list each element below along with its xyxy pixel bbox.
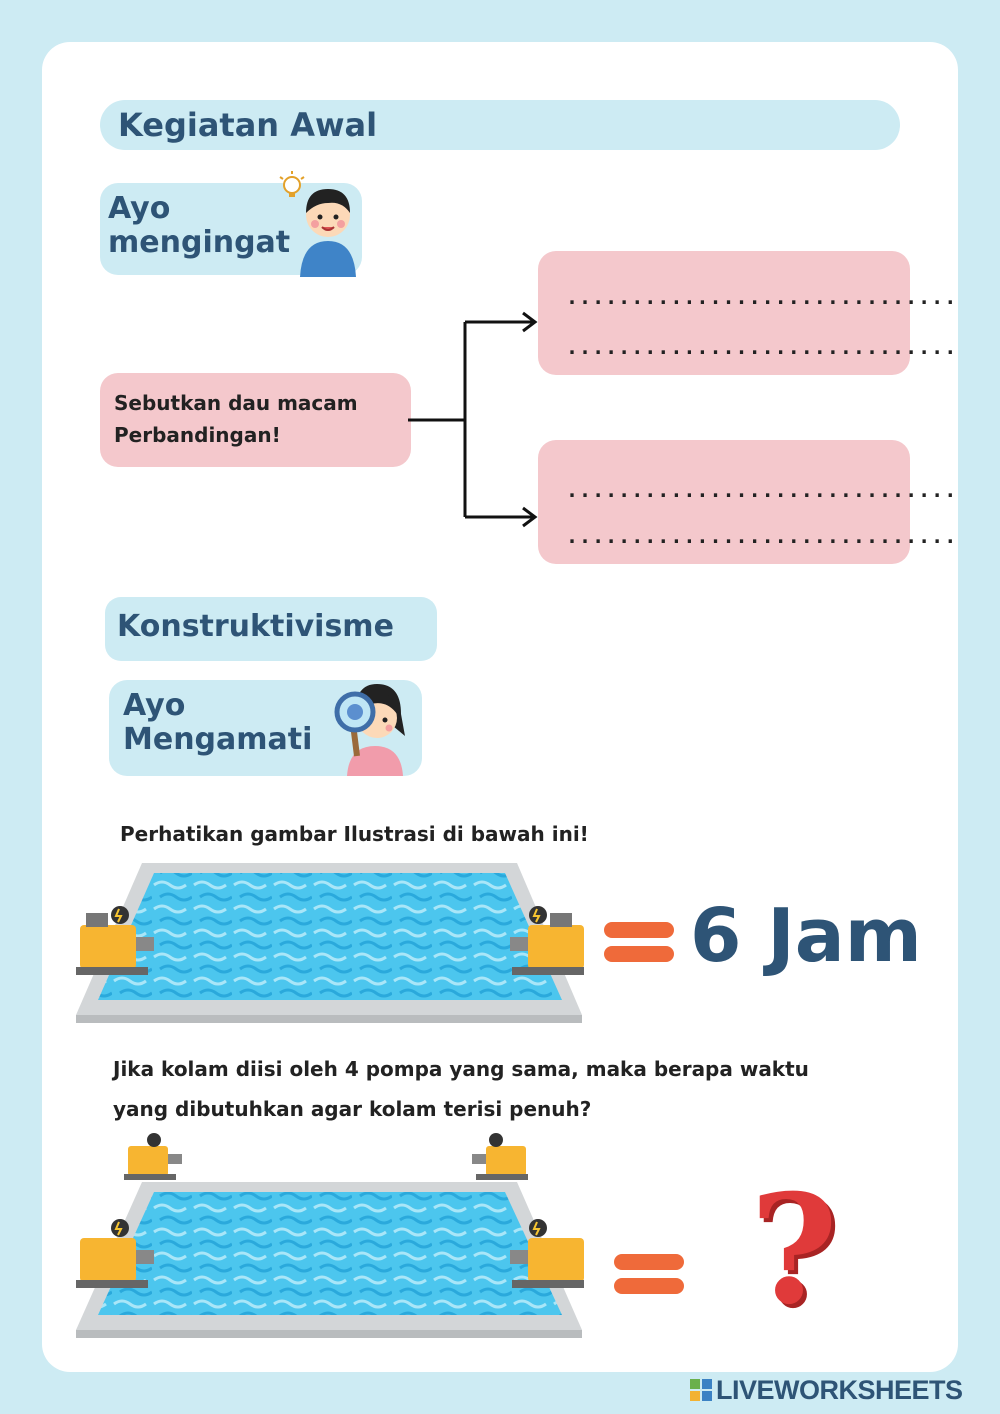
- logo-mark-icon: [690, 1379, 712, 1401]
- observe-line1: Ayo: [123, 688, 186, 723]
- pump-top-right: [472, 1133, 528, 1180]
- branch-arrows: [408, 310, 548, 530]
- observe-badge: [109, 680, 422, 776]
- pump-top-left: [124, 1133, 182, 1180]
- girl-magnifier-icon: [331, 674, 423, 776]
- answer-box-1[interactable]: [538, 251, 958, 375]
- question-mark-icon: ?: [750, 1162, 838, 1338]
- section-title: Konstruktivisme: [117, 609, 394, 644]
- prompt-text: Sebutkan dau macam Perbandingan!: [114, 391, 358, 447]
- observe-line2: Mengamati: [123, 722, 313, 757]
- brand-name: LIVEWORKSHEETS: [716, 1374, 963, 1405]
- recall-line2: mengingat: [108, 225, 291, 260]
- answer-box-2[interactable]: [538, 440, 958, 564]
- section-title: Kegiatan Awal: [118, 106, 378, 144]
- thinking-boy-icon: [272, 169, 364, 277]
- question-line2: yang dibutuhkan agar kolam terisi penuh?: [113, 1097, 592, 1121]
- recall-badge: [100, 183, 362, 275]
- answer-line[interactable]: ..............................: [566, 335, 958, 359]
- answer-line[interactable]: ..............................: [566, 478, 958, 502]
- recall-line1: Ayo: [108, 191, 171, 226]
- question-line1: Jika kolam diisi oleh 4 pompa yang sama, maka berapa waktu: [113, 1057, 809, 1081]
- answer-line[interactable]: ..............................: [566, 285, 958, 309]
- answer-line[interactable]: ..............................: [566, 524, 958, 548]
- equals-sign: [614, 1278, 684, 1294]
- prompt-box: [100, 373, 411, 467]
- pool-four-pumps-image: [72, 1130, 587, 1342]
- pool-two-pumps-image: [72, 855, 587, 1025]
- equals-sign: [614, 1254, 684, 1270]
- result-value: 6 Jam: [690, 893, 922, 979]
- section-header-konstruktivisme: [105, 597, 437, 661]
- instruction-text: Perhatikan gambar Ilustrasi di bawah ini!: [120, 822, 589, 846]
- equals-sign: [604, 946, 674, 962]
- equals-sign: [604, 922, 674, 938]
- section-header-kegiatan-awal: [100, 100, 900, 150]
- liveworksheets-logo: [690, 1374, 963, 1406]
